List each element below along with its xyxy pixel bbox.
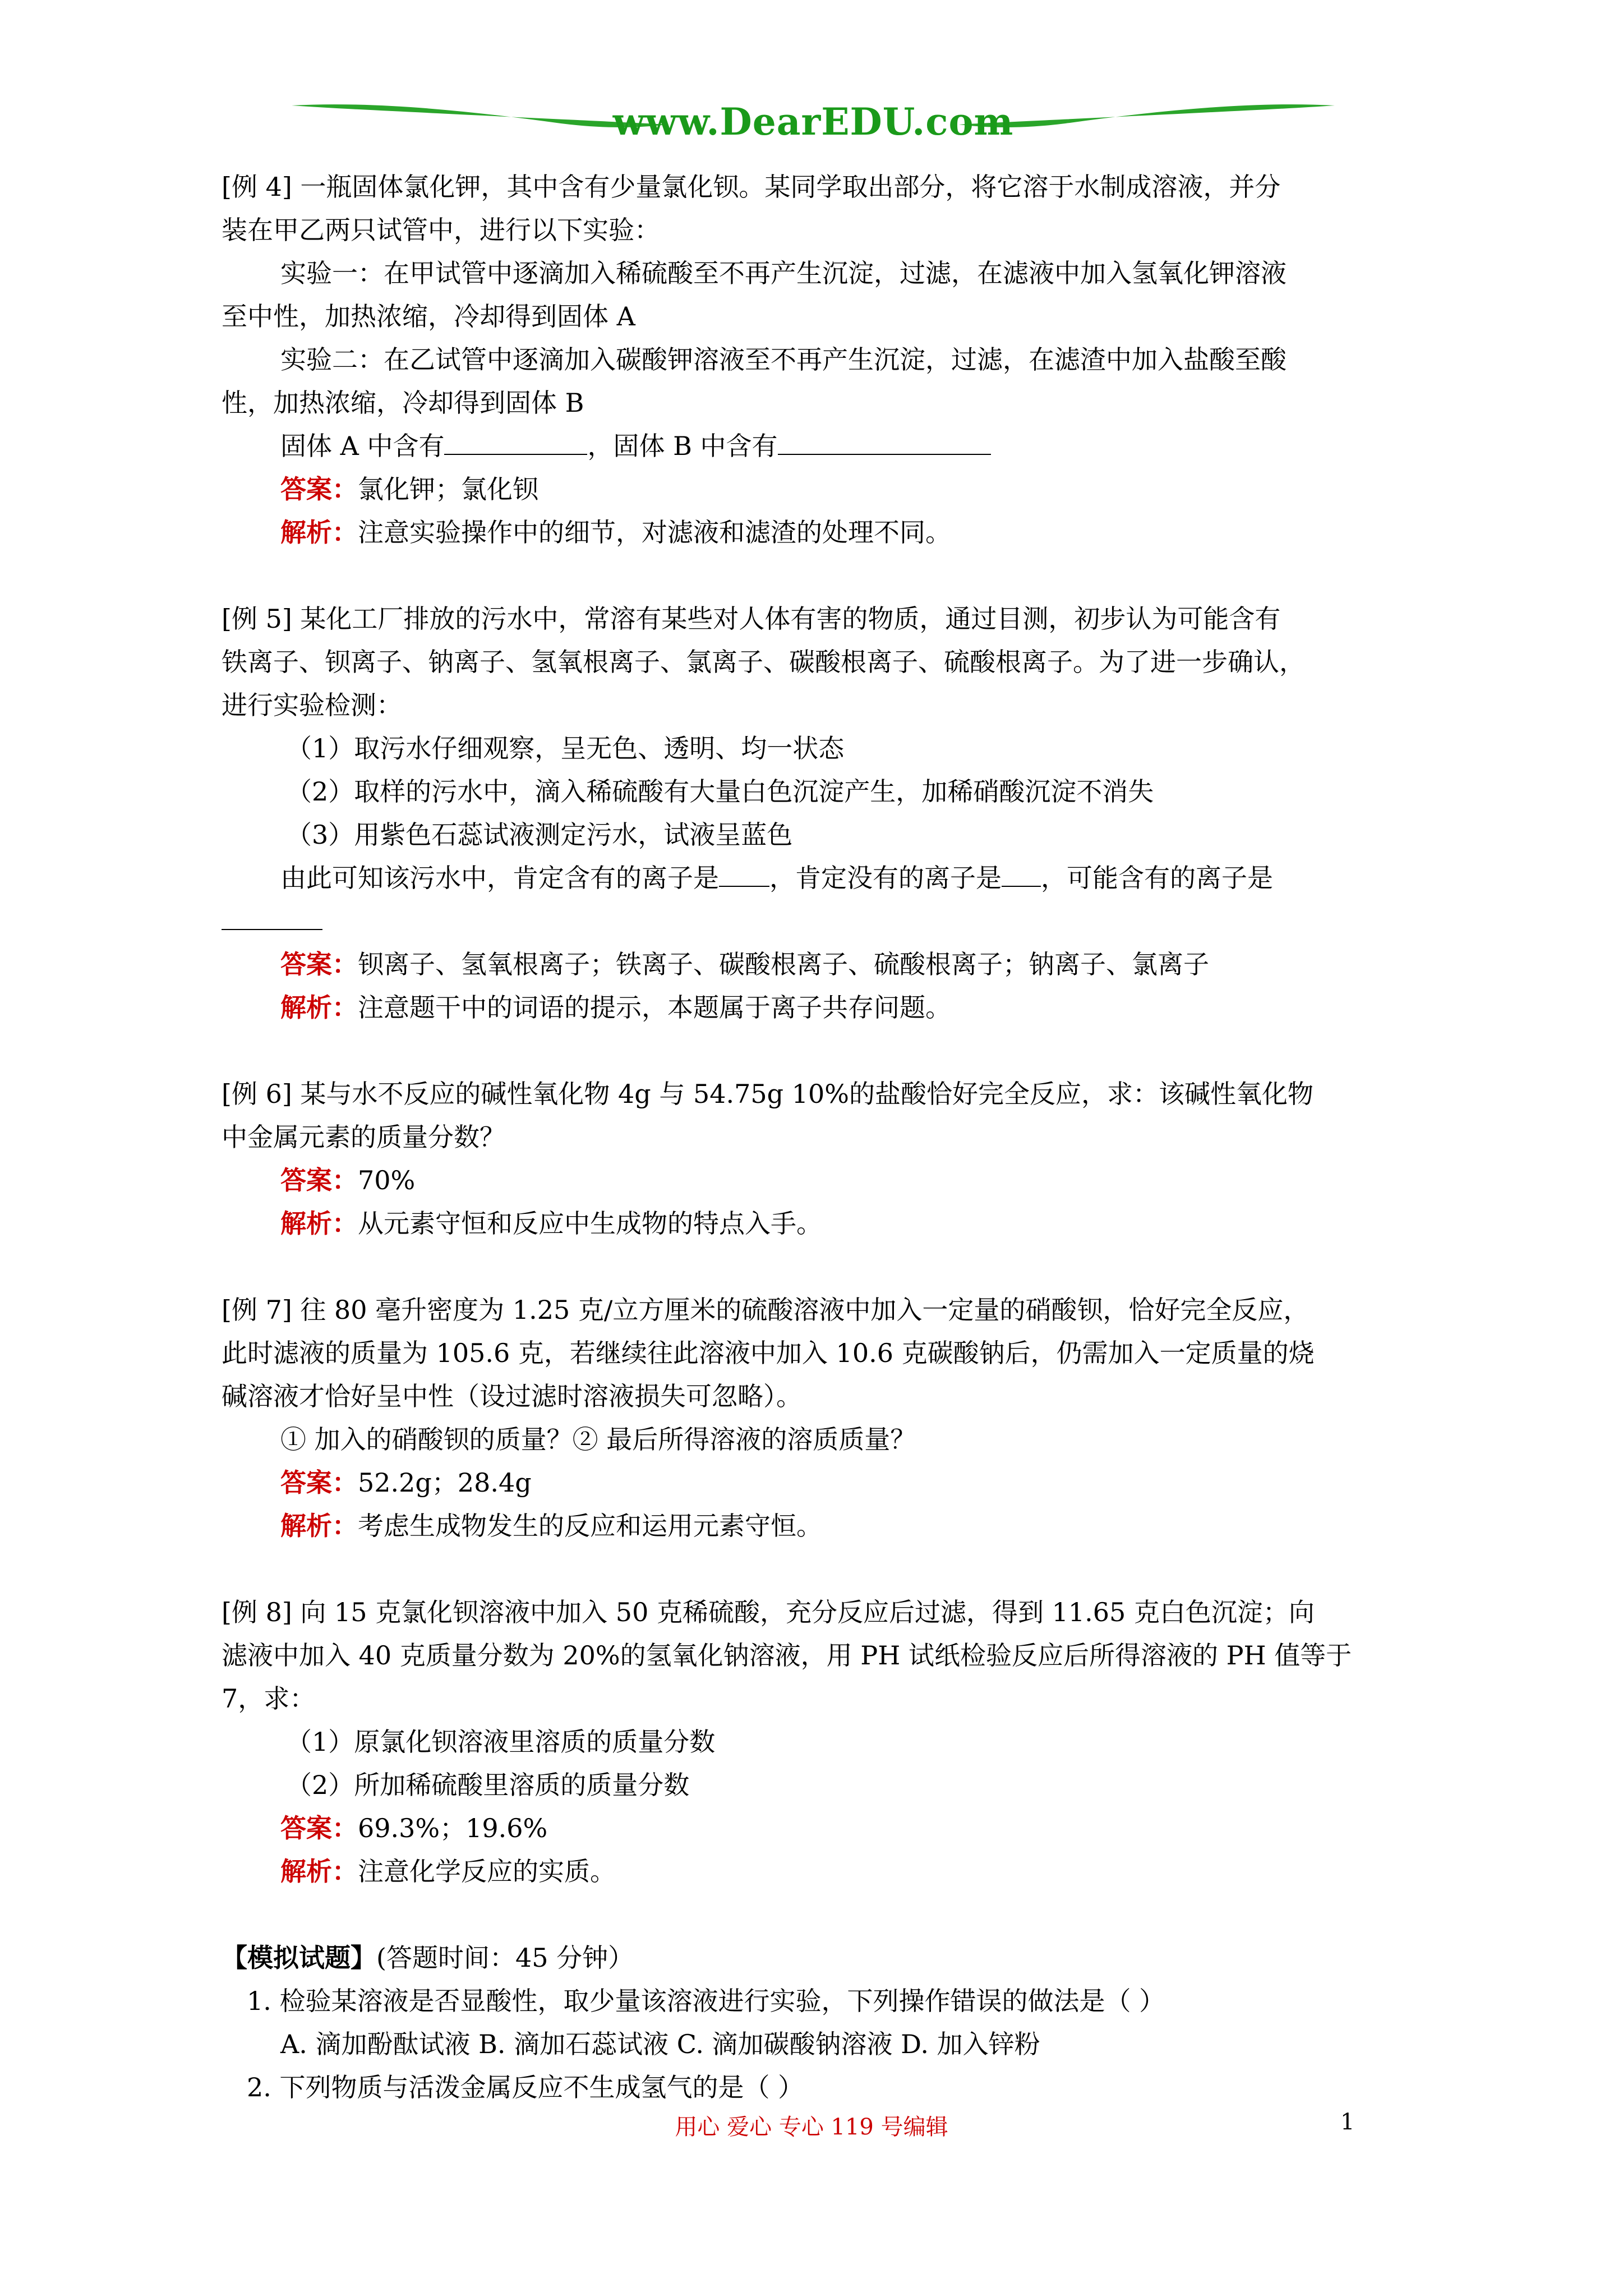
- ex5-question-blank: [222, 900, 1410, 943]
- answer-blank: [222, 903, 322, 930]
- ex7-answer: 答案：52.2g；28.4g: [280, 1467, 532, 1498]
- ex8-sub1: （1）原氯化钡溶液里溶质的质量分数: [286, 1727, 716, 1757]
- ex6-analysis: 解析：从元素守恒和反应中生成物的特点入手。: [280, 1208, 822, 1239]
- answer-blank: [719, 860, 769, 887]
- ex4-title-cont: 装在甲乙两只试管中，进行以下实验：: [222, 215, 660, 245]
- mock-heading: 【模拟试题】(答题时间：45 分钟）: [222, 1943, 634, 1973]
- ex8-answer: 答案：69.3%；19.6%: [280, 1813, 548, 1843]
- site-logo[interactable]: www.DearEDU.com: [612, 100, 1014, 144]
- ex8-sub2: （2）所加稀硫酸里溶质的质量分数: [286, 1770, 690, 1800]
- mock-q2: 2. 下列物质与活泼金属反应不生成氢气的是（ ）: [247, 2072, 804, 2102]
- ex6-title-cont: 中金属元素的质量分数？: [222, 1122, 505, 1152]
- site-header: [292, 90, 1335, 151]
- footer-text: 用心 爱心 专心 119 号编辑: [675, 2114, 948, 2140]
- ex4-question: 固体 A 中含有 ，固体 B 中含有: [222, 425, 1410, 468]
- mock-q1: 1. 检验某溶液是否显酸性，取少量该溶液进行实验，下列操作错误的做法是（ ）: [247, 1986, 1165, 2016]
- ex4-exp1-cont: 至中性，加热浓缩，冷却得到固体 A: [222, 301, 635, 332]
- mock-q1-options: A. 滴加酚酞试液 B. 滴加石蕊试液 C. 滴加碳酸钠溶液 D. 加入锌粉: [280, 2029, 1040, 2059]
- ex5-title-cont: 铁离子、钡离子、钠离子、氢氧根离子、氯离子、碳酸根离子、硫酸根离子。为了进一步确认，: [222, 647, 1305, 677]
- ex4-exp1: 实验一：在甲试管中逐滴加入稀硫酸至不再产生沉淀，过滤，在滤液中加入氢氧化钾溶液: [280, 258, 1287, 288]
- ex8-title: [例 8] 向 15 克氯化钡溶液中加入 50 克稀硫酸，充分反应后过滤，得到 11.65 克白色沉淀；向: [222, 1597, 1315, 1627]
- ex4-exp2-cont: 性，加热浓缩，冷却得到固体 B: [222, 388, 584, 418]
- ex4-answer: 答案：氯化钾；氯化钡: [280, 474, 538, 504]
- ex8-analysis: 解析：注意化学反应的实质。: [280, 1856, 616, 1887]
- ex5-title-cont2: 进行实验检测：: [222, 690, 402, 720]
- ex5-step1: （1）取污水仔细观察，呈无色、透明、均一状态: [286, 733, 845, 763]
- answer-blank: [1002, 860, 1041, 887]
- ex4-exp2: 实验二：在乙试管中逐滴加入碳酸钾溶液至不再产生沉淀，过滤，在滤渣中加入盐酸至酸: [280, 344, 1287, 375]
- ex8-title-cont2: 7，求：: [222, 1683, 316, 1714]
- ex7-title-cont: 此时滤液的质量为 105.6 克，若继续往此溶液中加入 10.6 克碳酸钠后，仍需加入一定质量的烧: [222, 1338, 1315, 1368]
- ex4-analysis: 解析：注意实验操作中的细节，对滤液和滤渣的处理不同。: [280, 517, 951, 547]
- answer-blank: [444, 428, 587, 455]
- ex6-title: [例 6] 某与水不反应的碱性氧化物 4g 与 54.75g 10%的盐酸恰好完全反应，求：该碱性氧化物: [222, 1079, 1313, 1109]
- answer-blank: [778, 428, 991, 455]
- ex8-title-cont: 滤液中加入 40 克质量分数为 20%的氢氧化钠溶液，用 PH 试纸检验反应后所得溶液的 PH 值等于: [222, 1640, 1352, 1671]
- page-number: 1: [1340, 2109, 1355, 2135]
- ex7-analysis: 解析：考虑生成物发生的反应和运用元素守恒。: [280, 1511, 822, 1541]
- ex5-question: 由此可知该污水中，肯定含有的离子是 ，肯定没有的离子是 ，可能含有的离子是: [222, 857, 1410, 900]
- ex4-title: [例 4] 一瓶固体氯化钾，其中含有少量氯化钡。某同学取出部分，将它溶于水制成溶液，并分: [222, 172, 1281, 202]
- ex5-step3: （3）用紫色石蕊试液测定污水，试液呈蓝色: [286, 820, 793, 850]
- ex5-step2: （2）取样的污水中，滴入稀硫酸有大量白色沉淀产生，加稀硝酸沉淀不消失: [286, 776, 1154, 807]
- ex5-analysis: 解析：注意题干中的词语的提示，本题属于离子共存问题。: [280, 992, 951, 1023]
- document-body: [222, 165, 1410, 2109]
- ex5-title: [例 5] 某化工厂排放的污水中，常溶有某些对人体有害的物质，通过目测，初步认为可能含有: [222, 604, 1281, 634]
- ex7-question: ① 加入的硝酸钡的质量？② 最后所得溶液的溶质质量？: [280, 1424, 916, 1455]
- ex7-title: [例 7] 往 80 毫升密度为 1.25 克/立方厘米的硫酸溶液中加入一定量的硝酸钡，恰好完全反应，: [222, 1295, 1310, 1325]
- ex6-answer: 答案：70%: [280, 1165, 416, 1195]
- ex7-title-cont2: 碱溶液才恰好呈中性（设过滤时溶液损失可忽略）。: [222, 1381, 802, 1411]
- ex5-answer: 答案：钡离子、氢氧根离子；铁离子、碳酸根离子、硫酸根离子；钠离子、氯离子: [280, 949, 1209, 979]
